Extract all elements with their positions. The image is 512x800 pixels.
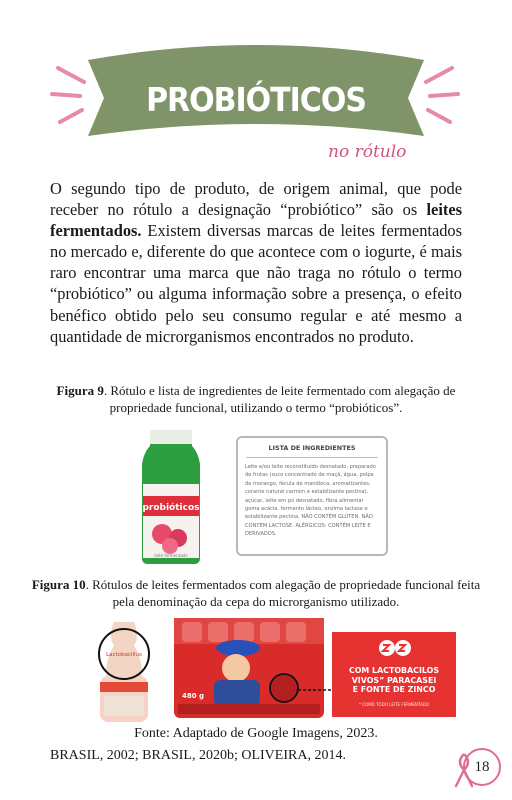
figure-9-label: Figura 9 — [56, 383, 104, 398]
para-text-start: O segundo tipo de produto, de origem animal, que pode receber no rótulo a designação “probiótico” são os — [50, 179, 462, 220]
figure-9-caption-text: . Rótulo e lista de ingredientes de leite fermentado com alegação de propriedade funcional, utilizando o termo “probióticos”. — [103, 383, 456, 415]
pack-weight-text: 480 g — [182, 692, 205, 700]
page-number: 18 — [474, 759, 490, 775]
fermented-milk-bottle-image — [140, 426, 202, 566]
bottle-label-text: Lactobacillus — [106, 652, 142, 658]
figure-source: Fonte: Adaptado de Google Imagens, 2023. — [134, 726, 378, 741]
para-text-end: Existem diversas marcas de leites fermentados no mercado e, diferente do que acontece com o iogurte, é mais raro encontrar uma marca que não traga no rótulo o termo “probiótico” ou alguma informação sobre a presença, o efeito benéfico obtido pelo seu consumo regular e até mesmo a quantidade de microrganismos encontrados no produto. — [50, 221, 462, 346]
zinc-line-2: VIVOS” PARACASEI — [351, 675, 437, 685]
zinc-footnote: * COMO TODO LEITE FERMENTADO — [358, 702, 430, 707]
zinc-line-3: E FONTE DE ZINCO — [352, 685, 436, 695]
page-number-badge — [463, 748, 501, 786]
milk-pack-image — [174, 618, 324, 718]
page-title: PROBIÓTICOS — [146, 81, 366, 120]
brand-logo-icon — [378, 636, 412, 660]
body-paragraph — [50, 178, 462, 347]
zinc-claim-text — [332, 666, 456, 695]
figure-9-caption — [30, 382, 482, 416]
figure-10-caption-text: . Rótulos de leites fermentados com alegação de propriedade funcional feita pela denominação da cepa do microrganismo utilizado. — [85, 577, 481, 609]
zinc-label-closeup — [332, 632, 456, 717]
zinc-line-1: COM LACTOBACILOS — [348, 666, 440, 675]
references: BRASIL, 2002; BRASIL, 2020b; OLIVEIRA, 2014. — [50, 748, 346, 763]
bottle-small-text: leite fermentado — [154, 553, 188, 558]
page-subtitle: no rótulo — [328, 142, 407, 162]
yakult-bottle-image — [92, 616, 156, 724]
para-bold-term: leites fermentados. — [50, 200, 462, 241]
ingredients-text: Leite e/ou leite reconstituído desnatado, preparado de frutas (suco concentrado de maçã, água, polpa de morango, fécula de mandioca, aromatizantes, corante natural carmim e estabilizante pectina), açúcar, leite em pó desnatado, fibra alimentar goma acácia, fermento lácteo, enzima lactase e estabilizante pectina. NÃO CONTÉM GLÚTEN. NÃO CONTÉM LACTOSE. ALÉRGICOS: CONTÉM LEITE E DERIVADOS. — [245, 464, 376, 538]
ingredients-list-box — [236, 436, 388, 556]
ingredients-title: LISTA DE INGREDIENTES — [246, 444, 378, 458]
figure-10-caption — [30, 576, 482, 610]
figure-10-label: Figura 10 — [31, 577, 86, 592]
bottle-brand-text: probióticos — [142, 503, 200, 513]
